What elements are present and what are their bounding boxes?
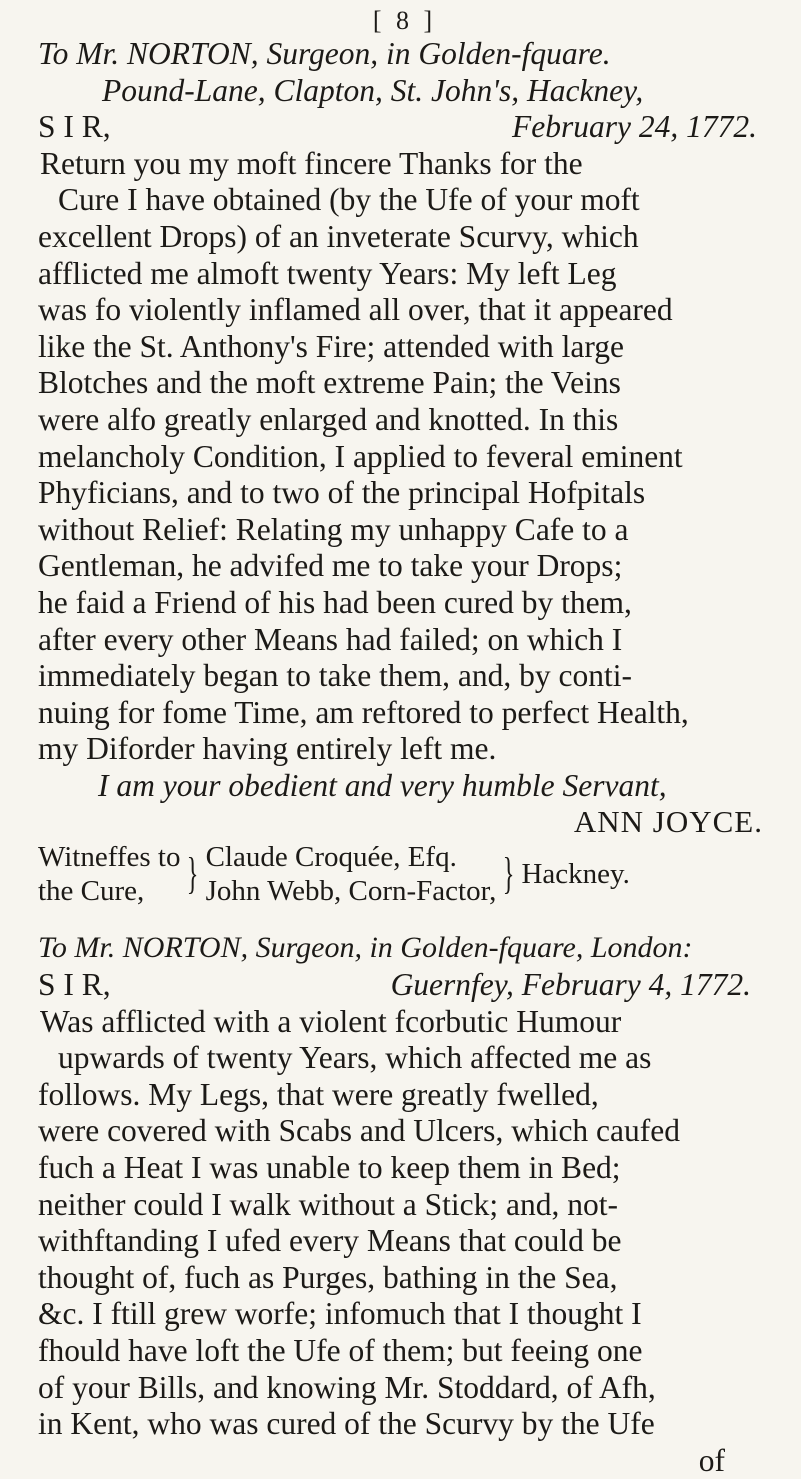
letter-2-body-line: of your Bills, and knowing Mr. Stoddard, of Afh, xyxy=(38,1369,656,1405)
letter-2-body-line: were covered with Scabs and Ulcers, which caufed xyxy=(38,1113,680,1149)
letter-1-body-line: Blotches and the moft extreme Pain; the Veins xyxy=(38,365,621,401)
letter-1-body-line: excellent Drops) of an inveterate Scurvy, which xyxy=(38,218,639,254)
letter-2-body-line: neither could I walk without a Stick; and, not- xyxy=(38,1186,618,1222)
letter-1-date: February 24, 1772. xyxy=(512,109,757,145)
letter-2-place-date: Guernfey, February 4, 1772. xyxy=(390,967,751,1003)
letter-2-body-line: in Kent, who was cured of the Scurvy by the Ufe xyxy=(38,1406,655,1442)
letter-1-sender-place: Pound-Lane, Clapton, St. John's, Hackney, xyxy=(102,72,644,108)
letter-2-address: To Mr. NORTON, Surgeon, in Golden-fquare, London: xyxy=(38,931,693,965)
letter-2-salutation: S I R, xyxy=(38,967,111,1003)
witness-name: Claude Croquée, Efq. xyxy=(205,841,457,874)
letter-1-witnesses xyxy=(38,840,771,908)
letter-1 xyxy=(38,36,771,908)
letter-2-salutation-row xyxy=(38,967,771,1004)
letter-1-signature: ANN JOYCE. xyxy=(573,804,763,840)
letter-2-body-line: fuch a Heat I was unable to keep them in Bed; xyxy=(38,1150,621,1186)
letter-2-body-line: &c. I ftill grew worfe; infomuch that I thought I xyxy=(38,1296,642,1332)
letter-1-body-line: without Relief: Relating my unhappy Cafe to a xyxy=(38,511,629,547)
letter-2-body-line: upwards of twenty Years, which affected me as xyxy=(58,1040,652,1076)
letter-1-body-line: my Diforder having entirely left me. xyxy=(38,731,497,767)
letter-1-body-line: nuing for fome Time, am reftored to perfect Health, xyxy=(38,694,689,730)
witness-label: the Cure, xyxy=(38,875,145,908)
letter-2-body-line: withftanding I ufed every Means that could be xyxy=(38,1223,622,1259)
letter-1-address: To Mr. NORTON, Surgeon, in Golden-fquare. xyxy=(38,36,611,71)
letter-1-salutation: S I R, xyxy=(38,109,111,145)
letter-1-body-line: was fo violently inflamed all over, that it appeared xyxy=(38,292,673,328)
letter-1-body-line: melancholy Condition, I applied to feveral eminent xyxy=(38,438,683,474)
letter-1-body-line: Gentleman, he advifed me to take your Drops; xyxy=(38,548,623,584)
letter-1-body-line: afflicted me almoft twenty Years: My left Leg xyxy=(38,255,617,291)
letter-1-body-line: immediately began to take them, and, by conti- xyxy=(38,658,632,694)
letter-1-body-line: like the St. Anthony's Fire; attended with large xyxy=(38,328,625,364)
witness-place: Hackney. xyxy=(521,858,630,891)
letter-1-body-line: Phyficians, and to two of the principal Hofpitals xyxy=(38,475,646,511)
witness-name: John Webb, Corn-Factor, xyxy=(205,875,497,908)
letter-2-body-line: follows. My Legs, that were greatly fwelled, xyxy=(38,1076,599,1112)
catchword: of xyxy=(698,1442,725,1478)
letter-2 xyxy=(38,930,771,1479)
letter-2-body-line: Was afflicted with a violent fcorbutic Humour xyxy=(40,1003,622,1039)
letter-1-salutation-row xyxy=(38,109,771,146)
letter-1-closing: I am your obedient and very humble Servant, xyxy=(98,767,667,803)
brace-icon: } xyxy=(503,849,515,899)
letter-1-body-line: he faid a Friend of his had been cured by them, xyxy=(38,584,632,620)
letter-1-body-line: after every other Means had failed; on which I xyxy=(38,621,623,657)
page-number: [ 8 ] xyxy=(372,6,437,35)
letter-2-body-line: fhould have loft the Ufe of them; but feeing one xyxy=(38,1333,643,1368)
letter-1-body-line: Cure I have obtained (by the Ufe of your moft xyxy=(58,182,640,218)
witness-label: Witneffes to xyxy=(38,841,181,874)
letter-1-body-line: Return you my moft fincere Thanks for the xyxy=(40,145,583,181)
letter-1-body-line: were alfo greatly enlarged and knotted. In this xyxy=(38,401,619,437)
brace-icon: } xyxy=(187,849,199,899)
letter-2-body-line: thought of, fuch as Purges, bathing in the Sea, xyxy=(38,1259,618,1295)
